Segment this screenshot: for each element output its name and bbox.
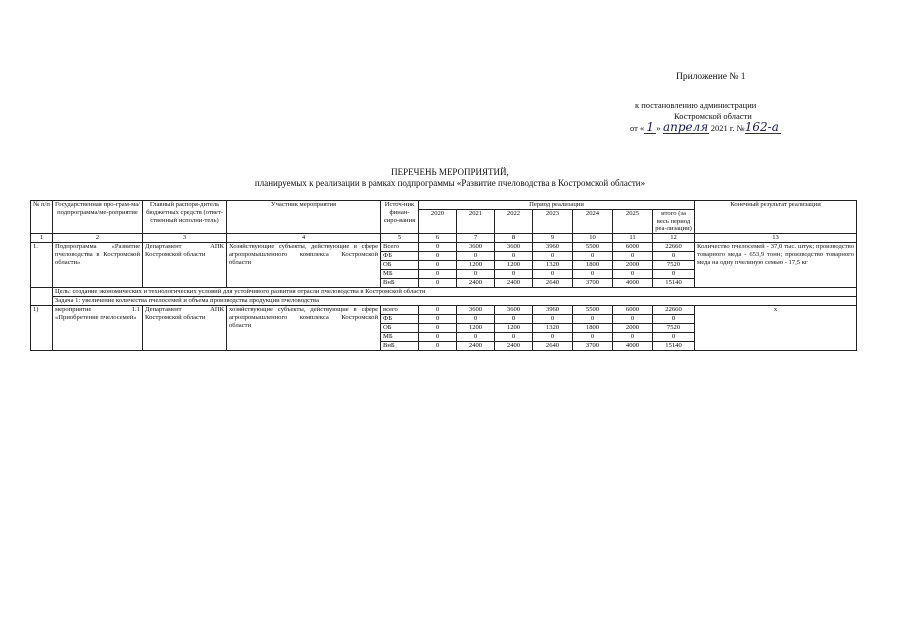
cell-value: 3700 (573, 278, 613, 287)
cell-total: 0 (653, 332, 695, 341)
cell-value: 0 (419, 332, 457, 341)
row-source: ВнБ (381, 341, 419, 350)
goal-text: Цель: создание экономических и технологических условий для устойчивого развития отрасли пчеловодства в Костромской области (53, 287, 857, 296)
decree-line-1: к постановлению администрации (635, 100, 757, 110)
date-year: 2021 г. № (710, 123, 745, 133)
cell-value: 2640 (533, 278, 573, 287)
row-source: МБ (381, 332, 419, 341)
cell-value: 1200 (495, 260, 533, 269)
header-year: 2024 (573, 209, 613, 233)
cell-value: 1320 (533, 323, 573, 332)
date-mid: » (656, 123, 661, 133)
cell-total: 22660 (653, 305, 695, 314)
row-source: Всего (381, 242, 419, 251)
header-period: Период реализации (419, 201, 695, 210)
col-index: 5 (381, 234, 419, 243)
cell-value: 0 (419, 314, 457, 323)
cell-value: 1800 (573, 260, 613, 269)
cell-value: 0 (495, 251, 533, 260)
cell-value: 2640 (533, 341, 573, 350)
cell-value: 1200 (457, 260, 495, 269)
decree-block (630, 100, 830, 134)
row-result: х (695, 305, 857, 350)
row-source: ОБ (381, 260, 419, 269)
row-source: ФБ (381, 314, 419, 323)
row-participant: хозяйствующие субъекты, действующие в сфере агропромышленного комплекса Костромской области (227, 305, 381, 350)
cell-value: 1200 (457, 323, 495, 332)
header-admin: Главный распоря-дитель бюджетных средств (ответ-ственный исполни-тель) (143, 201, 227, 234)
row-result: Количество пчелосемей - 37,0 тыс. штук; производство товарного меда - 653,9 тонн; производство товарного меда на одну пчелиную семью - 17,5 кг (695, 242, 857, 287)
header-total: итого (за весь период реа-лизации) (653, 209, 695, 233)
cell-value: 0 (533, 314, 573, 323)
header-result: Конечный результат реализации (695, 201, 857, 234)
cell-value: 3600 (495, 305, 533, 314)
row-admin: Департамент АПК Костромской области (143, 242, 227, 287)
date-prefix: от « (630, 123, 645, 133)
cell-value: 1800 (573, 323, 613, 332)
row-program: Подпрограмма «Развитие пчеловодства в Костромской области» (53, 242, 143, 287)
row-source: ФБ (381, 251, 419, 260)
row-source: ВнБ (381, 278, 419, 287)
col-index: 1 (31, 234, 53, 243)
appendix-label: Приложение № 1 (676, 72, 746, 82)
cell-total: 7520 (653, 260, 695, 269)
cell-value: 0 (533, 251, 573, 260)
cell-value: 1320 (533, 260, 573, 269)
row-admin: Департамент АПК Костромской области (143, 305, 227, 350)
goal-row (31, 287, 857, 296)
cell-value: 0 (533, 269, 573, 278)
plan-table (30, 200, 857, 351)
cell-value: 2400 (457, 341, 495, 350)
cell-value: 3600 (457, 305, 495, 314)
col-index: 6 (419, 234, 457, 243)
row-source: всего (381, 305, 419, 314)
doc-title: ПЕРЕЧЕНЬ МЕРОПРИЯТИЙ, (391, 167, 509, 177)
date-day: 1 (644, 122, 656, 134)
cell-value: 2400 (457, 278, 495, 287)
decree-date-line (630, 122, 830, 134)
col-index: 12 (653, 234, 695, 243)
row-num: 1. (31, 242, 53, 287)
row-participant: Хозяйствующие субъекты, действующие в сфере агропромышленного комплекса Костромской области (227, 242, 381, 287)
decree-line-2: Костромской области (674, 111, 752, 121)
header-program: Государственная про-грам-ма/подпрограмма/ме-роприятие (53, 201, 143, 234)
doc-subtitle: планируемых к реализации в рамках подпрограммы «Развитие пчеловодства в Костромской области» (254, 178, 646, 188)
cell-value: 0 (419, 341, 457, 350)
cell-value: 0 (533, 332, 573, 341)
cell-value: 0 (457, 251, 495, 260)
cell-value: 0 (613, 314, 653, 323)
cell-value: 0 (419, 260, 457, 269)
date-month: апреля (662, 120, 709, 134)
cell-total: 0 (653, 251, 695, 260)
row-source: ОБ (381, 323, 419, 332)
cell-value: 3600 (457, 242, 495, 251)
header-year: 2023 (533, 209, 573, 233)
header-participant: Участник мероприятия (227, 201, 381, 234)
cell-value: 0 (457, 332, 495, 341)
cell-value: 5500 (573, 305, 613, 314)
cell-value: 2000 (613, 260, 653, 269)
col-index: 9 (533, 234, 573, 243)
header-year: 2022 (495, 209, 533, 233)
col-index: 3 (143, 234, 227, 243)
col-index: 10 (573, 234, 613, 243)
cell-value: 0 (613, 332, 653, 341)
cell-value: 5500 (573, 242, 613, 251)
col-index: 4 (227, 234, 381, 243)
cell-value: 3600 (495, 242, 533, 251)
cell-value: 0 (419, 242, 457, 251)
cell-value: 0 (457, 269, 495, 278)
cell-value: 0 (419, 305, 457, 314)
col-index: 8 (495, 234, 533, 243)
cell-value: 0 (495, 314, 533, 323)
cell-value: 0 (457, 314, 495, 323)
table-row (31, 305, 857, 314)
cell-value: 0 (613, 251, 653, 260)
cell-value: 0 (419, 269, 457, 278)
header-year: 2021 (457, 209, 495, 233)
cell-value: 6000 (613, 242, 653, 251)
cell-total: 0 (653, 269, 695, 278)
cell-value: 0 (419, 278, 457, 287)
header-year: 2020 (419, 209, 457, 233)
cell-value: 2400 (495, 278, 533, 287)
cell-total: 0 (653, 314, 695, 323)
cell-total: 15140 (653, 278, 695, 287)
task-text: Задача 1: увеличение количества пчелосемей и объема производства продукции пчеловодства (53, 296, 857, 305)
cell-value: 3700 (573, 341, 613, 350)
col-index: 2 (53, 234, 143, 243)
cell-value: 0 (495, 332, 533, 341)
cell-value: 0 (419, 251, 457, 260)
header-num: № п/п (31, 201, 53, 234)
col-index: 13 (695, 234, 857, 243)
cell-value: 3960 (533, 242, 573, 251)
header-source: Источ-ник финан-сиро-вания (381, 201, 419, 234)
cell-value: 2400 (495, 341, 533, 350)
cell-total: 22660 (653, 242, 695, 251)
cell-total: 15140 (653, 341, 695, 350)
header-year: 2025 (613, 209, 653, 233)
cell-value: 4000 (613, 278, 653, 287)
cell-value: 3960 (533, 305, 573, 314)
cell-value: 0 (613, 269, 653, 278)
cell-value: 2000 (613, 323, 653, 332)
cell-value: 4000 (613, 341, 653, 350)
cell-value: 0 (573, 314, 613, 323)
table-row (31, 242, 857, 251)
cell-value: 0 (573, 269, 613, 278)
task-row (31, 296, 857, 305)
cell-value: 0 (573, 251, 613, 260)
cell-value: 0 (419, 323, 457, 332)
row-program: мероприятие 1.1 «Приобретение пчелосемей» (53, 305, 143, 350)
row-num: 1) (31, 305, 53, 350)
col-index: 11 (613, 234, 653, 243)
date-number: 162-а (744, 120, 779, 134)
cell-total: 7520 (653, 323, 695, 332)
cell-value: 1200 (495, 323, 533, 332)
row-source: МБ (381, 269, 419, 278)
cell-value: 0 (573, 332, 613, 341)
col-index: 7 (457, 234, 495, 243)
cell-value: 0 (495, 269, 533, 278)
cell-value: 6000 (613, 305, 653, 314)
